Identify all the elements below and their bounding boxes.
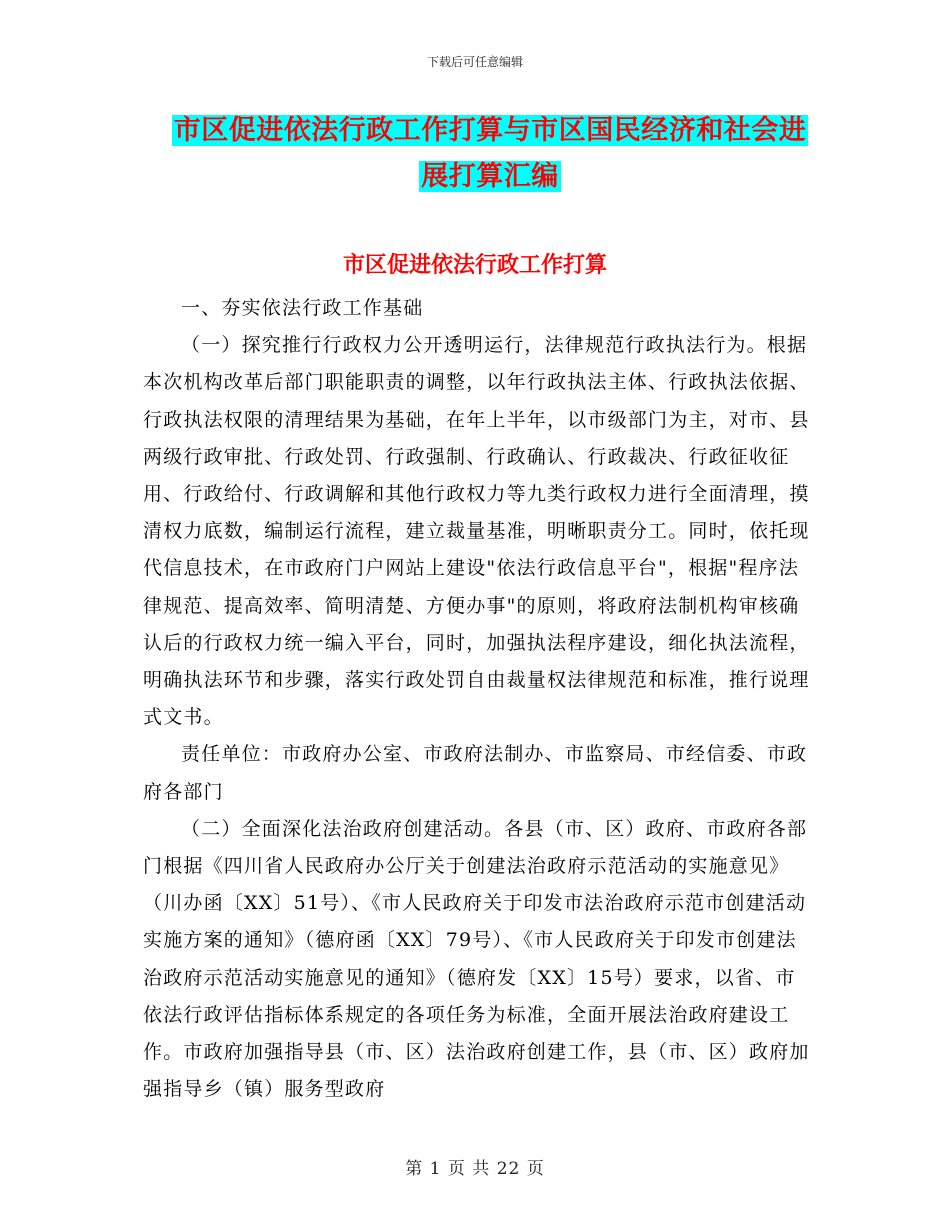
- section-title: 市区促进依法行政工作打算: [342, 252, 607, 278]
- body-text: [143, 290, 813, 1108]
- title-line-2: 展打算汇编: [421, 161, 559, 192]
- responsible-units: 责任单位：市政府办公室、市政府法制办、市监察局、市经信委、市政府各部门: [143, 743, 808, 803]
- paragraph-2: （二）全面深化法治政府创建活动。各县（市、区）政府、市政府各部门根据《四川省人民政府办公厅关于创建法治政府示范活动的实施意见》（川办函〔XX〕51号）、《市人民政府关于印发市法治政府示范市创建活动实施方案的通知》（德府函〔XX〕79号）、《市人民政府关于印发市创建法治政府示范活动实施意见的通知》（德府发〔XX〕15号）要求，以省、市依法行政评估指标体系规定的各项任务为标准，全面开展法治政府建设工作。市政府加强指导县（市、区）法治政府创建工作，县（市、区）政府加强指导乡（镇）服务型政府: [143, 817, 810, 1101]
- page-footer: 第 1 页 共 22 页: [405, 1159, 545, 1179]
- header-note: 下载后可任意编辑: [426, 55, 523, 69]
- paragraph-1: （一）探究推行行政权力公开透明运行，法律规范行政执法行为。根据本次机构改革后部门职能职责的调整，以年行政执法主体、行政执法依据、行政执法权限的清理结果为基础，在年上半年，以市级部门为主，对市、县两级行政审批、行政处罚、行政强制、行政确认、行政裁决、行政征收征用、行政给付、行政调解和其他行政权力等九类行政权力进行全面清理，摸清权力底数，编制运行流程，建立裁量基准，明晰职责分工。同时，依托现代信息技术，在市政府门户网站上建设"依法行政信息平台"，根据"程序法律规范、提高效率、简明清楚、方便办事"的原则，将政府法制机构审核确认后的行政权力统一编入平台，同时，加强执法程序建设，细化执法流程，明确执法环节和步骤，落实行政处罚自由裁量权法律规范和标准，推行说理式文书。: [143, 334, 810, 729]
- document-title: [140, 108, 840, 200]
- title-line-1: 市区促进依法行政工作打算与市区国民经济和社会进: [173, 115, 807, 146]
- heading-section-1: 一、夯实依法行政工作基础: [181, 297, 424, 319]
